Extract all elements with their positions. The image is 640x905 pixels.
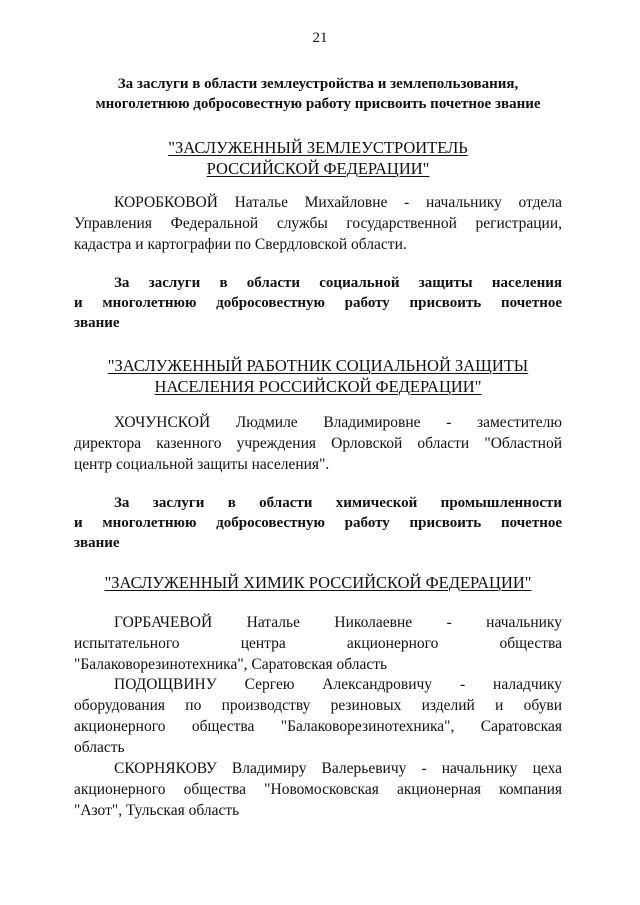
intro-line: За заслуги в области землеустройства и землепользования, bbox=[117, 76, 519, 92]
entry-line: акционерного общества "Балаковорезинотехника", Саратовская bbox=[74, 718, 562, 735]
entry-line: акционерного общества "Новомосковская акционерная компания bbox=[74, 781, 562, 798]
honorary-title-chemist bbox=[74, 572, 562, 593]
entry-line: область bbox=[74, 739, 125, 756]
intro-line: звание bbox=[74, 535, 120, 551]
awardee-entry-podoshchvin bbox=[74, 674, 562, 758]
entry-line: ПОДОЩВИНУ Сергею Александровичу - наладчику bbox=[114, 676, 562, 693]
entry-line: КОРОБКОВОЙ Наталье Михайловне - начальнику отдела bbox=[114, 194, 562, 211]
intro-line: и многолетнюю добросовестную работу присвоить почетное bbox=[74, 295, 562, 311]
award-intro-chemical-industry bbox=[74, 493, 562, 553]
awardee-entry-gorbacheva bbox=[74, 612, 562, 675]
intro-line: звание bbox=[74, 315, 120, 331]
awardee-entry-skornyakov bbox=[74, 758, 562, 821]
entry-line: кадастра и картографии по Свердловской области. bbox=[74, 236, 407, 253]
title-line: РОССИЙСКОЙ ФЕДЕРАЦИИ" bbox=[206, 159, 430, 178]
intro-line: и многолетнюю добросовестную работу присвоить почетное bbox=[74, 515, 562, 531]
entry-line: испытательного центра акционерного общества bbox=[74, 635, 562, 652]
intro-line: За заслуги в области социальной защиты населения bbox=[114, 275, 562, 291]
entry-line: Управления Федеральной службы государственной регистрации, bbox=[74, 215, 562, 232]
page-number: 21 bbox=[312, 30, 328, 46]
intro-line: За заслуги в области химической промышленности bbox=[114, 495, 562, 511]
entry-line: директора казенного учреждения Орловской области "Областной bbox=[74, 435, 562, 452]
entry-line: оборудования по производству резиновых изделий и обуви bbox=[74, 697, 562, 714]
entry-line: "Азот", Тульская область bbox=[74, 802, 240, 819]
entry-line: ХОЧУНСКОЙ Людмиле Владимировне - заместителю bbox=[114, 414, 562, 431]
award-intro-land-management bbox=[74, 74, 562, 114]
title-line: НАСЕЛЕНИЯ РОССИЙСКОЙ ФЕДЕРАЦИИ" bbox=[154, 377, 482, 396]
awardee-entry-korobkova bbox=[74, 192, 562, 255]
awardee-entry-khochunskaya bbox=[74, 412, 562, 475]
honorary-title-social-worker bbox=[74, 355, 562, 397]
entry-line: ГОРБАЧЕВОЙ Наталье Николаевне - начальнику bbox=[114, 614, 562, 631]
entry-line: СКОРНЯКОВУ Владимиру Валерьевичу - начальнику цеха bbox=[114, 760, 562, 777]
title-line: "ЗАСЛУЖЕННЫЙ ХИМИК РОССИЙСКОЙ ФЕДЕРАЦИИ" bbox=[104, 573, 532, 592]
entry-line: "Балаковорезинотехника", Саратовская область bbox=[74, 656, 388, 673]
entry-line: центр социальной защиты населения". bbox=[74, 456, 330, 473]
title-line: "ЗАСЛУЖЕННЫЙ РАБОТНИК СОЦИАЛЬНОЙ ЗАЩИТЫ bbox=[107, 356, 529, 375]
honorary-title-land-surveyor bbox=[74, 137, 562, 179]
title-line: "ЗАСЛУЖЕННЫЙ ЗЕМЛЕУСТРОИТЕЛЬ bbox=[168, 138, 468, 157]
intro-line: многолетнюю добросовестную работу присвоить почетное звание bbox=[95, 96, 541, 112]
award-intro-social-protection bbox=[74, 273, 562, 333]
